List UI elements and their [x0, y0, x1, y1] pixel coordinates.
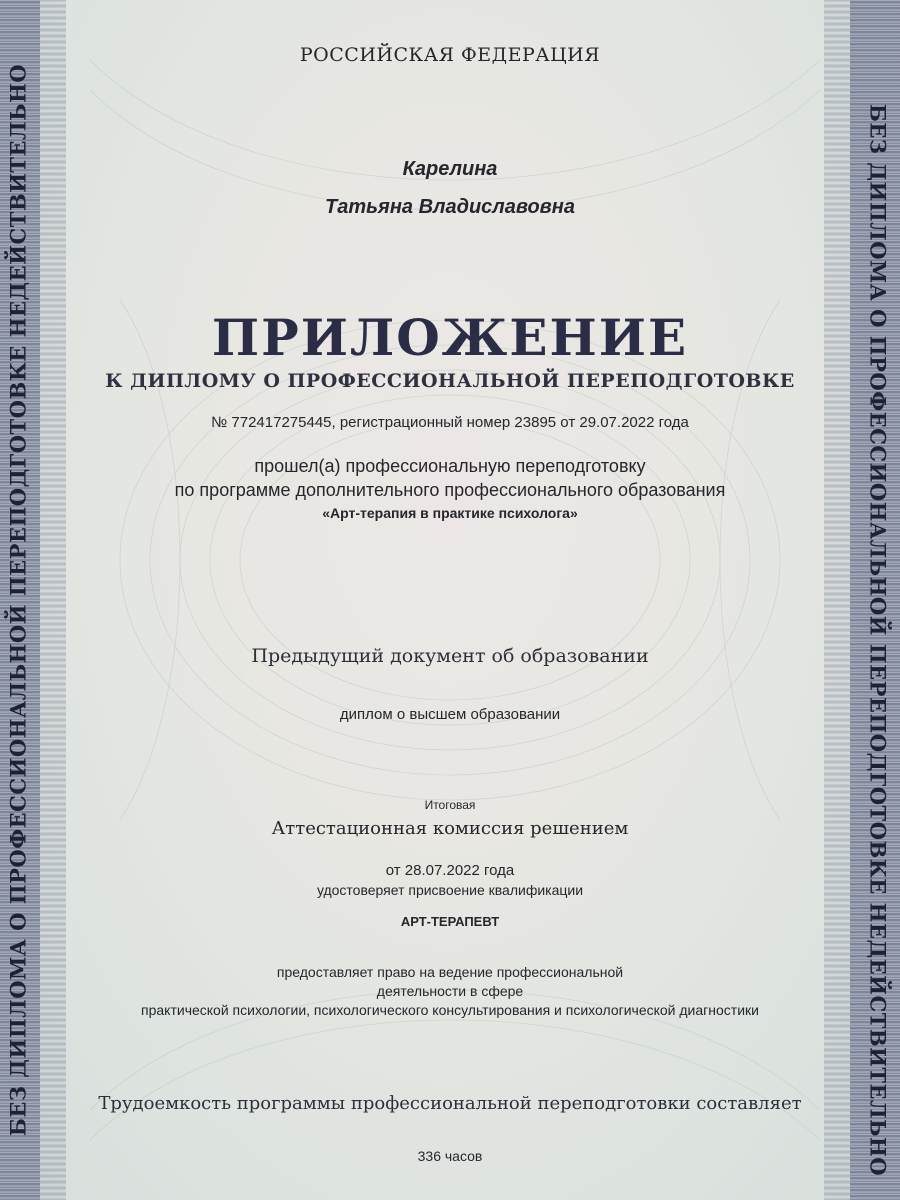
- holder-surname: Карелина: [402, 158, 498, 180]
- final-label: Итоговая: [424, 798, 476, 812]
- rights-line2: деятельности в сфере: [376, 983, 524, 999]
- previous-education-value: диплом о высшем образовании: [339, 706, 561, 723]
- rights-line3: практической психологии, психологического консультирования и психологической диагностики: [141, 1002, 759, 1018]
- right-border-text: БЕЗ ДИПЛОМА О ПРОФЕССИОНАЛЬНОЙ ПЕРЕПОДГОТОВКЕ НЕДЕЙСТВИТЕЛЬНО: [865, 103, 891, 1177]
- qualification-value: АРТ-ТЕРАПЕВТ: [400, 914, 500, 929]
- previous-education-label: Предыдущий документ об образовании: [251, 645, 649, 667]
- commission-label: Аттестационная комиссия решением: [271, 818, 629, 839]
- document-subtitle: К ДИПЛОМУ О ПРОФЕССИОНАЛЬНОЙ ПЕРЕПОДГОТОВКЕ: [105, 370, 795, 392]
- left-inner-pattern: [40, 0, 66, 1200]
- document-title: ПРИЛОЖЕНИЕ: [211, 308, 689, 367]
- workload-hours: 336 часов: [417, 1148, 483, 1164]
- workload-label: Трудоемкость программы профессиональной переподготовки составляет: [98, 1093, 802, 1114]
- rights-line1: предоставляет право на ведение профессиональной: [276, 964, 624, 980]
- registration-line: № 772417275445, регистрационный номер 23895 от 29.07.2022 года: [211, 414, 689, 431]
- certifies-text: удостоверяет присвоение квалификации: [316, 882, 584, 898]
- decision-date: от 28.07.2022 года: [385, 862, 515, 879]
- document-content: [70, 0, 830, 1200]
- program-name: «Арт-терапия в практике психолога»: [322, 505, 578, 521]
- program-intro-line1: прошел(а) профессиональную переподготовку: [254, 456, 646, 476]
- left-border-text: БЕЗ ДИПЛОМА О ПРОФЕССИОНАЛЬНОЙ ПЕРЕПОДГОТОВКЕ НЕДЕЙСТВИТЕЛЬНО: [5, 63, 31, 1137]
- holder-given-names: Татьяна Владиславовна: [325, 196, 575, 218]
- country-header: РОССИЙСКАЯ ФЕДЕРАЦИЯ: [299, 44, 601, 66]
- program-intro-line2: по программе дополнительного профессионального образования: [174, 480, 726, 500]
